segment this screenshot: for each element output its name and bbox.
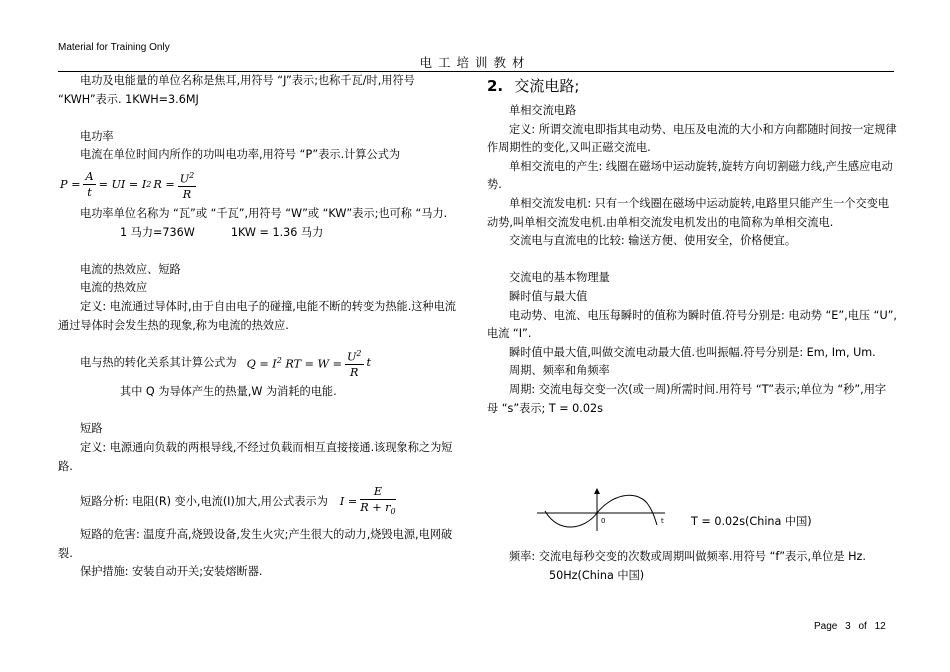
wave-origin-label: 0 <box>601 517 606 525</box>
max-definition: 瞬时值中最大值,叫做交流电动最大值.也叫振幅.符号分别是: Em, Im, Um. <box>509 345 876 359</box>
heat-formula-t: t <box>366 355 372 369</box>
frequency-block <box>487 548 897 585</box>
power-u: U <box>179 172 190 186</box>
heat-formula-lhs: Q = I <box>246 357 277 371</box>
sine-wave-diagram <box>537 487 677 533</box>
period-definition: 周期: 交流电每交变一次(或一周)所需时间.用符号 “T”表示;单位为 “秒”,用字母 “s”表示; T = 0.02s <box>487 382 887 415</box>
power-formula-mid: = UI = I <box>98 177 147 191</box>
left-column <box>58 72 458 582</box>
short-formula-lhs: I = <box>339 494 358 508</box>
heat-formula-mid: RT = W = <box>285 357 342 371</box>
power-definition: 电流在单位时间内所作的功叫电功率,用符号 “P”表示.计算公式为 <box>80 148 401 162</box>
heat-fraction <box>345 346 364 381</box>
heat-formula-row <box>58 343 458 383</box>
short-fraction <box>360 484 395 519</box>
heat-formula <box>247 352 342 374</box>
header-left-text: Material for Training Only <box>58 42 170 53</box>
heat-definition: 定义: 电流通过导体时,由于自由电子的碰撞,电能不断的转变为热能.这种电流通过导体时会发生热的现象,称为电流的热效应. <box>58 299 456 332</box>
short-protect: 保护措施: 安装自动开关;安装熔断器. <box>80 565 263 579</box>
page-number: 3 <box>845 621 851 632</box>
power-u-sup: 2 <box>189 170 195 180</box>
power-formula-r: R = <box>153 177 175 191</box>
power-fraction-den: t <box>87 186 92 200</box>
heat-relation-text: 电与热的转化关系其计算公式为 <box>80 355 237 369</box>
period-title: 周期、频率和角频率 <box>509 364 610 378</box>
horsepower-a: 1 马力=736W <box>120 225 195 239</box>
short-fraction-num: E <box>360 484 395 500</box>
power-fraction-num: A <box>85 170 94 184</box>
horsepower-line <box>58 224 458 243</box>
power-units: 电功率单位名称为 “瓦”或 “千瓦”,用符号 “W”或 “KW”表示;也可称 “马力. <box>80 206 448 220</box>
period-value-label: T = 0.02s(China 中国) <box>691 515 812 528</box>
frequency-value: 50Hz(China 中国) <box>549 568 645 582</box>
header-title: 电工培训教材 <box>419 55 531 70</box>
short-analysis-text: 短路分析: 电阻(R) 变小,电流(I)加大,用公式表示为 <box>80 494 328 508</box>
power-title: 电功率 <box>80 129 114 143</box>
ac-generation: 单相交流电的产生: 线圈在磁场中运动旋转,旋转方向切割磁力线,产生感应电动势. <box>487 159 893 192</box>
single-phase-title: 单相交流电路 <box>509 104 577 117</box>
heat-title-2: 电流的热效应 <box>80 281 148 295</box>
power-fraction-u-r <box>178 168 197 203</box>
horsepower-b: 1KW = 1.36 马力 <box>230 225 324 239</box>
page-total: 12 <box>874 621 886 632</box>
instant-definition: 电动势、电流、电压每瞬时的值称为瞬时值.符号分别是: 电动势 “E”,电压 “U”,电流 “I”. <box>487 308 897 341</box>
page-footer <box>814 621 886 632</box>
short-den-text: R + r <box>360 501 391 515</box>
power-fraction2-den: R <box>182 188 192 202</box>
short-analysis-row <box>58 482 458 522</box>
page-label: Page <box>814 621 838 632</box>
short-den-sub: 0 <box>390 507 396 517</box>
power-formula-sup: 2 <box>146 179 152 189</box>
right-column <box>487 72 897 418</box>
heat-u-sup: 2 <box>356 348 362 358</box>
heat-formula-sup: 2 <box>276 355 282 365</box>
power-fraction2-num <box>178 168 197 188</box>
short-fraction-den <box>360 500 395 519</box>
instant-max-title: 瞬时值与最大值 <box>509 289 588 303</box>
section-number: 2. <box>487 77 504 95</box>
heat-fraction-num <box>345 346 364 366</box>
ac-dc-compare: 交流电与直流电的比较: 输送方便、使用安全，价格便宜。 <box>509 234 797 248</box>
power-formula <box>60 165 458 205</box>
short-title: 短路 <box>80 422 103 436</box>
wave-axis-arrow <box>594 488 600 494</box>
heat-u: U <box>346 350 357 364</box>
power-formula-lhs: P = <box>60 177 81 191</box>
heat-fraction-den: R <box>350 366 359 380</box>
section-heading-text: 交流电路; <box>514 77 580 95</box>
section-heading <box>487 76 897 96</box>
short-definition: 定义: 电源通向负载的两根导线,不经过负载而相互直接接通.该现象称之为短路. <box>58 440 453 473</box>
short-harm: 短路的危害: 温度升高,烧毁设备,发生火灾;产生很大的动力,烧毁电源,电网破裂. <box>58 528 453 560</box>
ac-definition: 定义: 所谓交流电即指其电动势、电压及电流的大小和方向都随时间按一定规律作周期性的变化,又叫正磁交流电. <box>487 122 897 155</box>
power-fraction-a-t <box>83 169 95 200</box>
heat-note: 其中 Q 为导体产生的热量,W 为消耗的电能. <box>120 385 337 399</box>
heat-title-1: 电流的热效应、短路 <box>80 262 181 276</box>
energy-units-paragraph: 电功及电能量的单位名称是焦耳,用符号 “J”表示;也称千瓦/时,用符号 “KWH”表示. 1KWH=3.6MJ <box>58 74 415 106</box>
frequency-definition: 频率: 交流电每秒交变的次数或周期叫做频率.用符号 “f”表示,单位是 Hz. <box>509 550 866 563</box>
ac-generator: 单相交流发电机: 只有一个线圈在磁场中运动旋转,电路里只能产生一个交变电动势,叫单相交流发电机.由单相交流发电机发出的电简称为单相交流电. <box>487 196 890 229</box>
basic-quantities-title: 交流电的基本物理量 <box>509 271 610 285</box>
wave-axis-label: t <box>661 517 664 525</box>
page-of: of <box>858 621 867 632</box>
